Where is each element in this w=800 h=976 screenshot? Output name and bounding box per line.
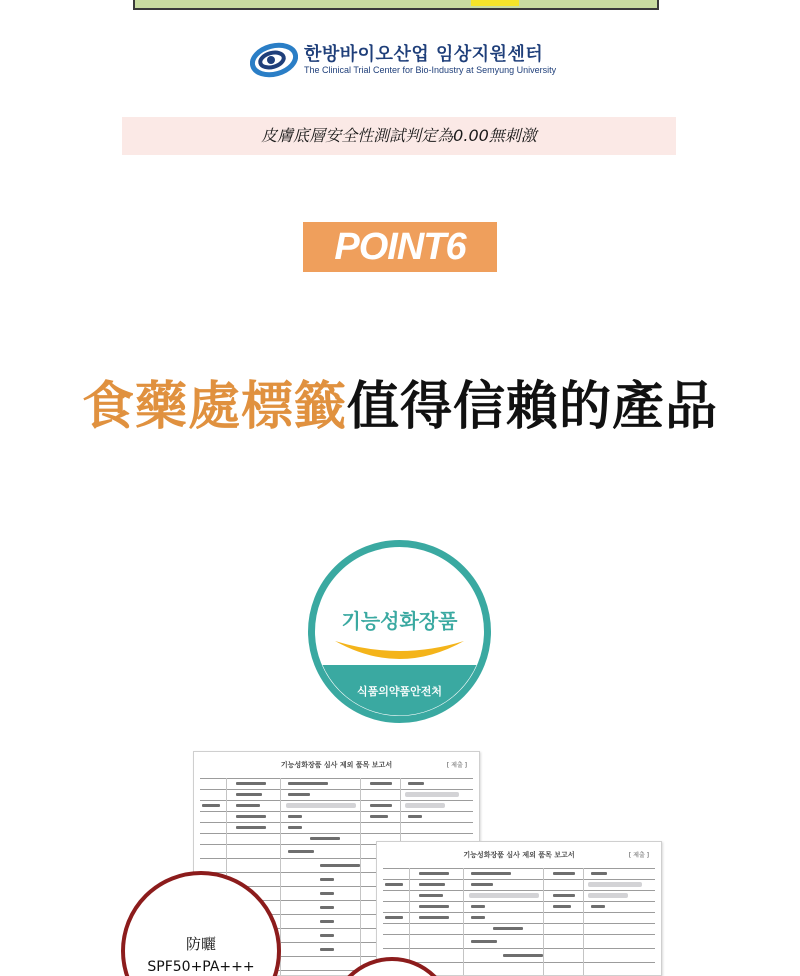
report-table-2	[383, 868, 655, 975]
report-document-back	[376, 841, 662, 976]
badge-subtitle: 식품의약품안전처	[356, 685, 442, 698]
sunscreen-label: 防曬	[185, 935, 216, 953]
functional-cosmetics-badge	[305, 537, 494, 726]
safety-result-band	[122, 117, 676, 155]
clinical-center-logo	[250, 38, 570, 84]
point-badge-label: POINT6	[334, 226, 466, 268]
report-title: 기능성화장품 심사 제외 품목 보고서	[280, 761, 393, 769]
report-tag-2: [ 제출 ]	[628, 852, 649, 859]
badge-title: 기능성화장품	[341, 609, 458, 633]
headline-rest: 值得信賴的產品	[347, 377, 719, 437]
point-badge	[303, 222, 497, 272]
safety-result-text: 皮膚底層安全性測試判定為0.00無刺激	[261, 126, 537, 145]
highlight-mark	[471, 0, 519, 6]
logo-korean-name: 한방바이오산업 임상지원센터	[304, 44, 544, 65]
logo-english-name: The Clinical Trial Center for Bio-Industry at Semyung University	[304, 65, 557, 75]
report-title-2: 기능성화장품 심사 제외 품목 보고서	[463, 851, 575, 859]
headline-accent: 食藥處標籤	[81, 377, 347, 437]
headline	[0, 364, 800, 439]
top-cropped-strip	[133, 0, 659, 10]
report-tag: [ 제출 ]	[446, 762, 467, 769]
spf-rating: SPF50+PA+++	[147, 959, 255, 975]
swirl-logo-icon	[250, 40, 298, 78]
